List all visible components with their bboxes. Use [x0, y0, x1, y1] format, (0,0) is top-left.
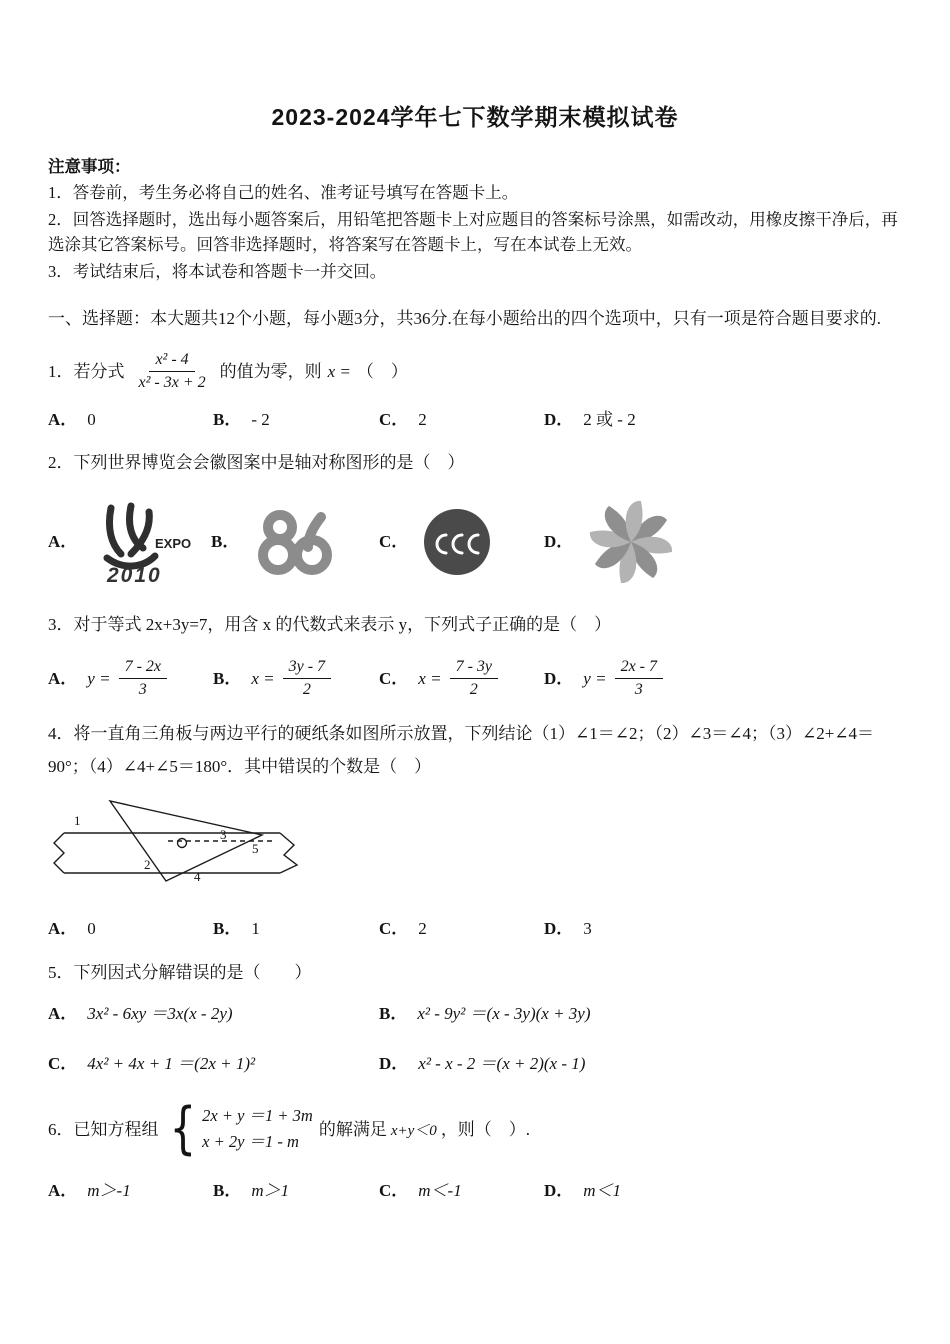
fraction	[615, 657, 663, 700]
answer-blank: （ ）	[356, 361, 408, 381]
question-3	[48, 612, 902, 701]
option-key: D．	[544, 919, 574, 939]
q6-options	[48, 1178, 902, 1204]
fraction	[133, 350, 212, 393]
notice-line: 1．答卷前，考生务必将自己的姓名、准考证号填写在答题卡上。	[48, 183, 519, 203]
option-value: 4x² + 4x + 1 ＝(2x + 1)²	[87, 1053, 256, 1073]
option-value: m＞-1	[87, 1181, 131, 1201]
expo-2010-logo-icon	[91, 496, 203, 588]
option-key: B．	[213, 919, 242, 939]
option-d	[544, 498, 902, 586]
option-value: m＜1	[583, 1181, 622, 1201]
fraction-denominator: 3	[138, 681, 147, 699]
q5-options	[48, 1001, 902, 1076]
option-b	[213, 1178, 379, 1204]
angle-label-3: 3	[220, 826, 227, 842]
option-c	[379, 407, 544, 433]
option-a	[48, 1178, 213, 1204]
option-key: C．	[379, 532, 409, 551]
option-b	[213, 916, 379, 942]
option-key: B．	[213, 409, 242, 429]
option-c	[379, 657, 544, 700]
equation-1: 2x + y ＝1 + 3m	[202, 1106, 313, 1126]
fraction	[450, 657, 498, 700]
option-key: D．	[379, 1053, 409, 1073]
flower-pinwheel-logo-icon	[587, 498, 675, 586]
option-c	[379, 507, 544, 577]
option-value: 3x² - 6xy ＝3x(x - 2y)	[87, 1004, 233, 1024]
waves-circle-logo-icon	[422, 507, 492, 577]
fraction-denominator: 3	[634, 681, 643, 699]
option-value: 1	[251, 919, 260, 939]
svg-text:2010: 2010	[107, 563, 162, 587]
question-text: ，则（ ）.	[440, 1119, 531, 1139]
fraction-numerator: x² - 4	[149, 350, 194, 372]
fraction-numerator: 2x - 7	[615, 657, 663, 679]
option-key: A．	[48, 1004, 78, 1024]
section-heading: 一、选择题：本大题共12个小题，每小题3分，共36分.在每小题给出的四个选项中，只有一项是符合题目要求的.	[48, 309, 881, 329]
q1-options	[48, 407, 902, 433]
option-key: B．	[211, 532, 240, 551]
question-text: 5．下列因式分解错误的是（ ）	[48, 962, 312, 982]
variable: x =	[327, 361, 351, 381]
angle-label-5: 5	[252, 840, 259, 856]
option-value: m＞1	[251, 1181, 290, 1201]
option-key: A．	[48, 409, 78, 429]
fraction	[119, 657, 167, 700]
notice-line: 2．回答选择题时，选出每小题答案后，用铅笔把答题卡上对应题目的答案标号涂黑，如需改动，用橡皮擦干净后，再选涂其它答案标号。回答非选择题时，将答案写在答题卡上，写在本试卷上无效。	[48, 210, 898, 254]
fraction	[283, 657, 331, 700]
option-d	[544, 916, 902, 942]
question-text: 的值为零，则	[219, 361, 322, 381]
angle-label-4: 4	[194, 868, 201, 884]
angle-label-2: 2	[144, 856, 151, 872]
option-key: B．	[213, 1181, 242, 1201]
notice-heading: 注意事项：	[48, 156, 131, 176]
fraction-denominator: 2	[302, 681, 311, 699]
equation-system	[165, 1096, 313, 1162]
option-value: 3	[583, 919, 592, 939]
option-b	[211, 505, 379, 579]
option-key: A．	[48, 532, 78, 551]
option-key: C．	[48, 1053, 78, 1073]
option-value: - 2	[251, 409, 270, 429]
option-value: 2	[418, 919, 427, 939]
option-value: x² - x - 2 ＝(x + 2)(x - 1)	[418, 1053, 586, 1073]
option-key: D．	[544, 409, 574, 429]
fraction-numerator: 7 - 3y	[450, 657, 498, 679]
notice-line: 3．考试结束后，将本试卷和答题卡一并交回。	[48, 261, 387, 281]
expo-86-logo-icon	[253, 505, 335, 579]
option-key: C．	[379, 1181, 409, 1201]
fraction-denominator: x² - 3x + 2	[138, 373, 206, 391]
option-c	[379, 916, 544, 942]
fraction-denominator: 2	[469, 681, 478, 699]
option-key: A．	[48, 669, 78, 688]
option-value: x² - 9y² ＝(x - 3y)(x + 3y)	[417, 1004, 591, 1024]
option-a	[48, 407, 213, 433]
option-a	[48, 496, 211, 588]
question-5	[48, 960, 902, 1077]
option-key: A．	[48, 919, 78, 939]
triangle-strip-figure	[50, 793, 302, 895]
option-value: 2 或 - 2	[583, 409, 636, 429]
option-key: C．	[379, 409, 409, 429]
option-value: 0	[87, 919, 96, 939]
option-key: D．	[544, 532, 574, 551]
condition: x+y＜0	[390, 1123, 437, 1140]
option-b	[379, 1001, 902, 1027]
question-text: 的解满足	[318, 1119, 387, 1139]
option-key: B．	[213, 669, 242, 688]
question-text: 3．对于等式 2x+3y=7，用含 x 的代数式来表示 y，下列式子正确的是（ ）	[48, 614, 612, 634]
option-d	[544, 657, 902, 700]
question-text: 2．下列世界博览会会徽图案中是轴对称图形的是（ ）	[48, 453, 465, 473]
q3-options	[48, 657, 902, 700]
option-lhs: y =	[583, 669, 607, 688]
option-key: D．	[544, 669, 574, 688]
svg-text:EXPO: EXPO	[155, 535, 192, 551]
option-a	[48, 916, 213, 942]
equation-2: x + 2y ＝1 - m	[202, 1132, 299, 1152]
option-d	[544, 1178, 902, 1204]
question-4	[48, 718, 902, 942]
option-key: D．	[544, 1181, 574, 1201]
question-6	[48, 1096, 902, 1204]
option-key: B．	[379, 1004, 408, 1024]
option-b	[213, 657, 379, 700]
q2-options	[48, 490, 902, 594]
fraction-numerator: 7 - 2x	[119, 657, 167, 679]
option-c	[48, 1051, 379, 1077]
option-key: C．	[379, 669, 409, 688]
notice-section	[48, 155, 902, 285]
option-lhs: x =	[251, 669, 275, 688]
option-value: 2	[418, 409, 427, 429]
fraction-numerator: 3y - 7	[283, 657, 331, 679]
question-2	[48, 450, 902, 594]
option-key: A．	[48, 1181, 78, 1201]
option-value: m＜-1	[418, 1181, 462, 1201]
question-text: 1．若分式	[48, 361, 125, 381]
option-b	[213, 407, 379, 433]
option-a	[48, 1001, 379, 1027]
q4-figure	[50, 793, 902, 903]
option-c	[379, 1178, 544, 1204]
question-text: 4．将一直角三角板与两边平行的硬纸条如图所示放置，下列结论（1）∠1＝∠2；（2）∠3＝∠4；（3）∠2+∠4＝90°；（4）∠4+∠5＝180°．其中错误的个数是（ ）	[48, 724, 875, 776]
question-text: 6．已知方程组	[48, 1119, 159, 1139]
option-d	[379, 1051, 902, 1077]
page-title: 2023-2024学年七下数学期末模拟试卷	[271, 104, 679, 130]
angle-label-1: 1	[74, 812, 81, 828]
option-a	[48, 657, 213, 700]
option-value: 0	[87, 409, 96, 429]
option-d	[544, 407, 902, 433]
option-lhs: y =	[87, 669, 111, 688]
option-lhs: x =	[418, 669, 442, 688]
question-1	[48, 350, 902, 433]
q4-options	[48, 916, 902, 942]
option-key: C．	[379, 919, 409, 939]
brace: {	[168, 1096, 196, 1162]
